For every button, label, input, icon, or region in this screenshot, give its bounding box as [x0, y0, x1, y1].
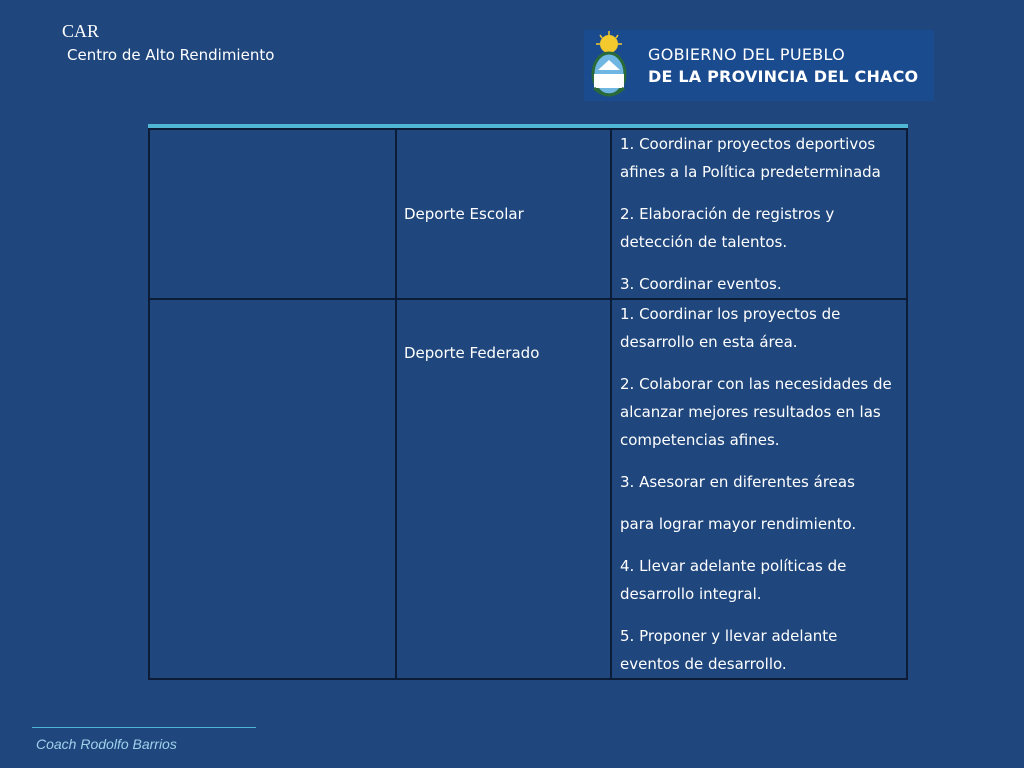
table-cell-empty [149, 129, 396, 299]
logo-line-2: DE LA PROVINCIA DEL CHACO [648, 67, 919, 86]
list-item: 3. Asesorar en diferentes áreas [620, 473, 855, 491]
table-row [149, 299, 907, 679]
list-item: 1. Coordinar los proyectos de desarrollo en esta área. [620, 305, 841, 351]
header-subtitle: Centro de Alto Rendimiento [67, 46, 275, 64]
responsibilities-table [148, 124, 908, 680]
list-item: 2. Colaborar con las necesidades de alcanzar mejores resultados en las competencias afines. [620, 375, 892, 449]
table-cell-category: Deporte Federado [396, 299, 611, 679]
table-cell-items [611, 129, 907, 299]
table-cell-empty [149, 299, 396, 679]
provincial-coat-of-arms-icon [584, 30, 634, 101]
list-item: 3. Coordinar eventos. [620, 275, 782, 293]
header-title: CAR [62, 21, 100, 41]
list-item: 2. Elaboración de registros y detección de talentos. [620, 205, 835, 251]
logo-line-1: GOBIERNO DEL PUEBLO [648, 45, 846, 64]
table-cell-items [611, 299, 907, 679]
table-row [149, 129, 907, 299]
list-item: 5. Proponer y llevar adelante eventos de desarrollo. [620, 627, 838, 673]
government-logo [584, 30, 934, 101]
list-item: 4. Llevar adelante políticas de desarrollo integral. [620, 557, 847, 603]
footer-divider [32, 727, 256, 728]
footer-author: Coach Rodolfo Barrios [36, 736, 177, 752]
list-item: para lograr mayor rendimiento. [620, 515, 857, 533]
list-item: 1. Coordinar proyectos deportivos afines a la Política predeterminada [620, 135, 881, 181]
table-cell-category: Deporte Escolar [396, 129, 611, 299]
